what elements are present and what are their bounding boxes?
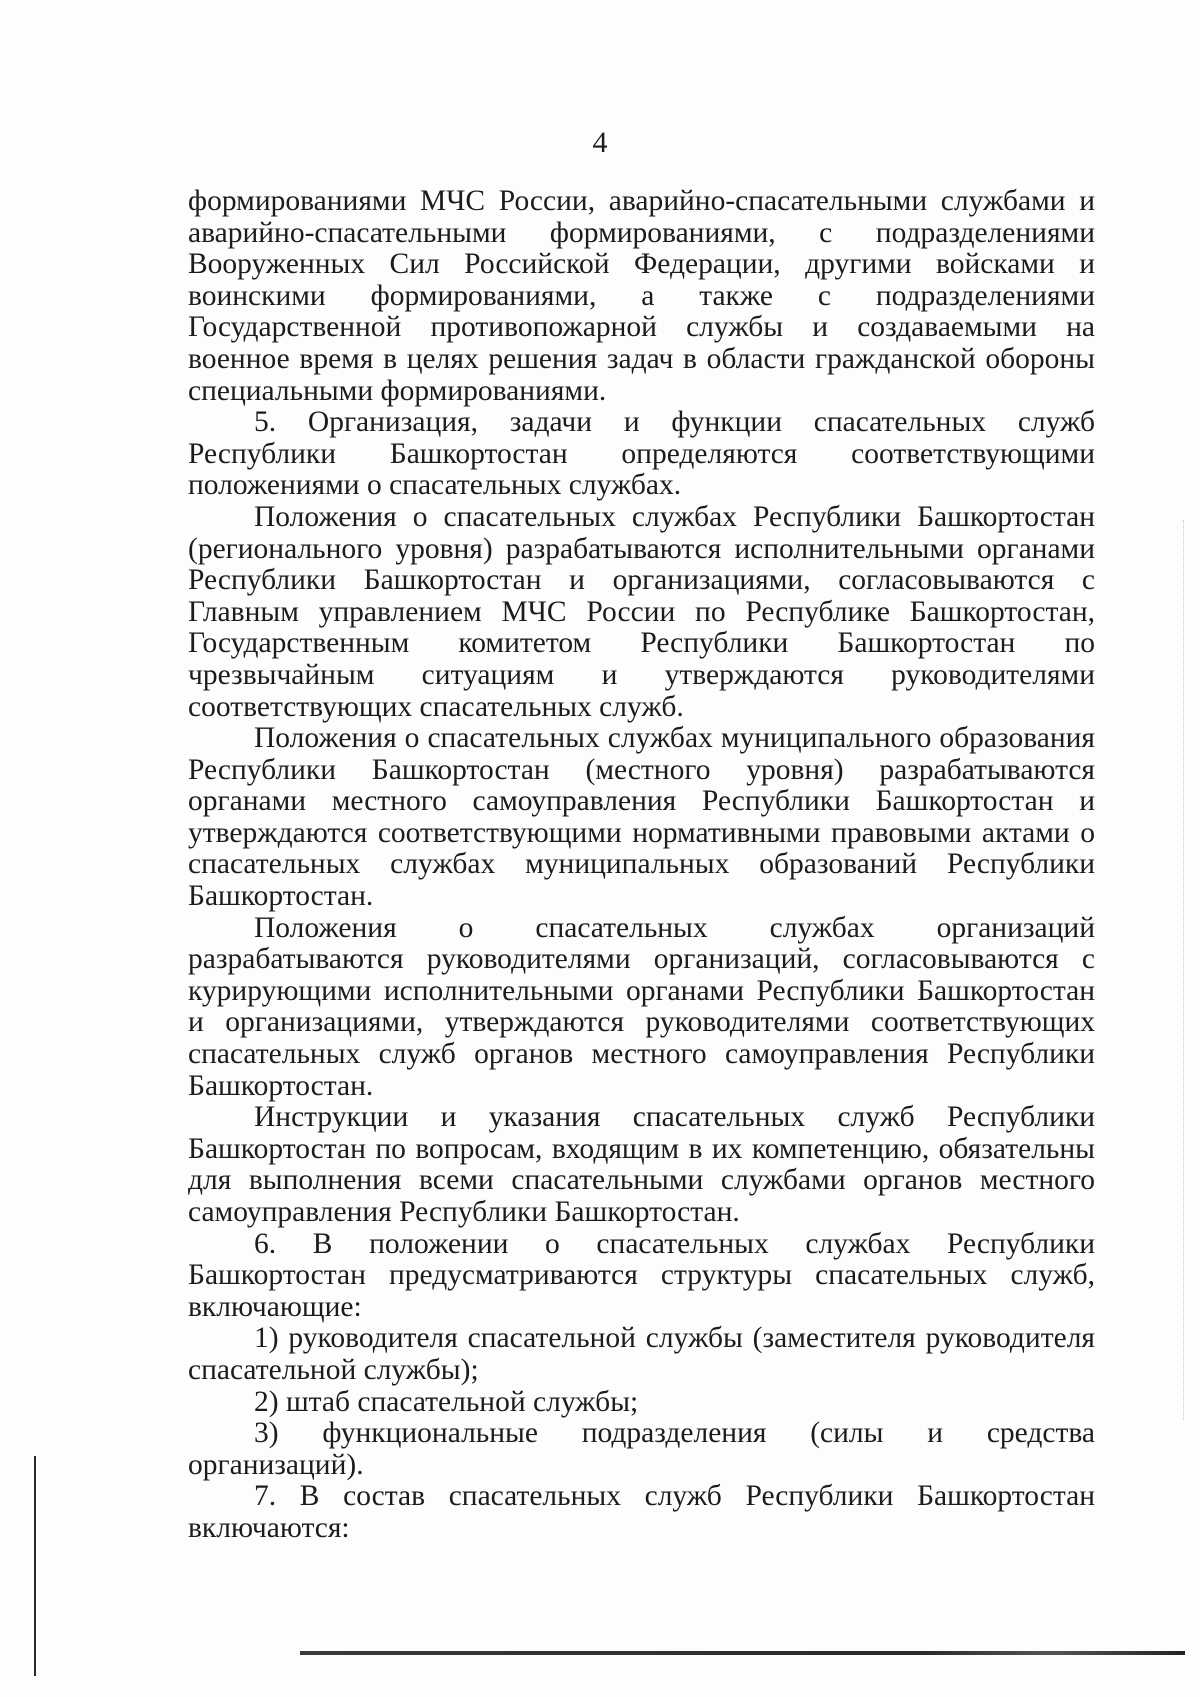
page-number: 4 [592, 126, 608, 159]
paragraph-item-7: 7. В состав спасательных служб Республики Башкортостан включаются: [188, 1480, 1095, 1544]
paragraph-item-5: 5. Организация, задачи и функции спасательных служб Республики Башкортостан определяются соответствующими положениями о спасательных службах. [188, 406, 1095, 502]
paragraph-continuation: формированиями МЧС России, аварийно-спасательными службами и аварийно-спасательными формированиями, с подразделениями Вооруженных Сил Российской Федерации, другими войсками и воинскими формированиями, а также с подразделениями Государственной противопожарной службы и создаваемыми на военное время в целях решения задач в области гражданской обороны специальными формированиями. [188, 185, 1095, 407]
list-item-3: 3) функциональные подразделения (силы и средства организаций). [188, 1417, 1095, 1481]
paragraph-local-level: Положения о спасательных службах муниципального образования Республики Башкортостан (местного уровня) разрабатываются органами местного самоуправления Республики Башкортостан и утверждаются соответствующими нормативными правовыми актами о спасательных службах муниципальных образований Республики Башкортостан. [188, 722, 1095, 913]
document-body [188, 186, 1095, 1545]
scan-edge-right [1183, 520, 1185, 1420]
paragraph-regional-level: Положения о спасательных службах Республики Башкортостан (регионального уровня) разрабатываются исполнительными органами Республики Башкортостан и организациями, согласовываются с Главным управлением МЧС России по Республике Башкортостан, Государственным комитетом Республики Башкортостан по чрезвычайным ситуациям и утверждаются руководителями соответствующих спасательных служб. [188, 500, 1095, 723]
scan-edge-bottom [300, 1651, 1185, 1655]
scan-edge-left [34, 1456, 36, 1676]
paragraph-organizations: Положения о спасательных службах организаций разрабатываются руководителями организаций, согласовываются с курирующими исполнительными органами Республики Башкортостан и организациями, утверждаются руководителями соответствующих спасательных служб органов местного самоуправления Республики Башкортостан. [188, 911, 1095, 1102]
list-item-1: 1) руководителя спасательной службы (заместителя руководителя спасательной службы); [188, 1322, 1095, 1386]
list-item-2: 2) штаб спасательной службы; [254, 1385, 639, 1418]
paragraph-item-6: 6. В положении о спасательных службах Республики Башкортостан предусматриваются структуры спасательных служб, включающие: [188, 1227, 1095, 1323]
paragraph-instructions: Инструкции и указания спасательных служб Республики Башкортостан по вопросам, входящим в их компетенцию, обязательны для выполнения всеми спасательными службами органов местного самоуправления Республики Башкортостан. [188, 1101, 1095, 1228]
